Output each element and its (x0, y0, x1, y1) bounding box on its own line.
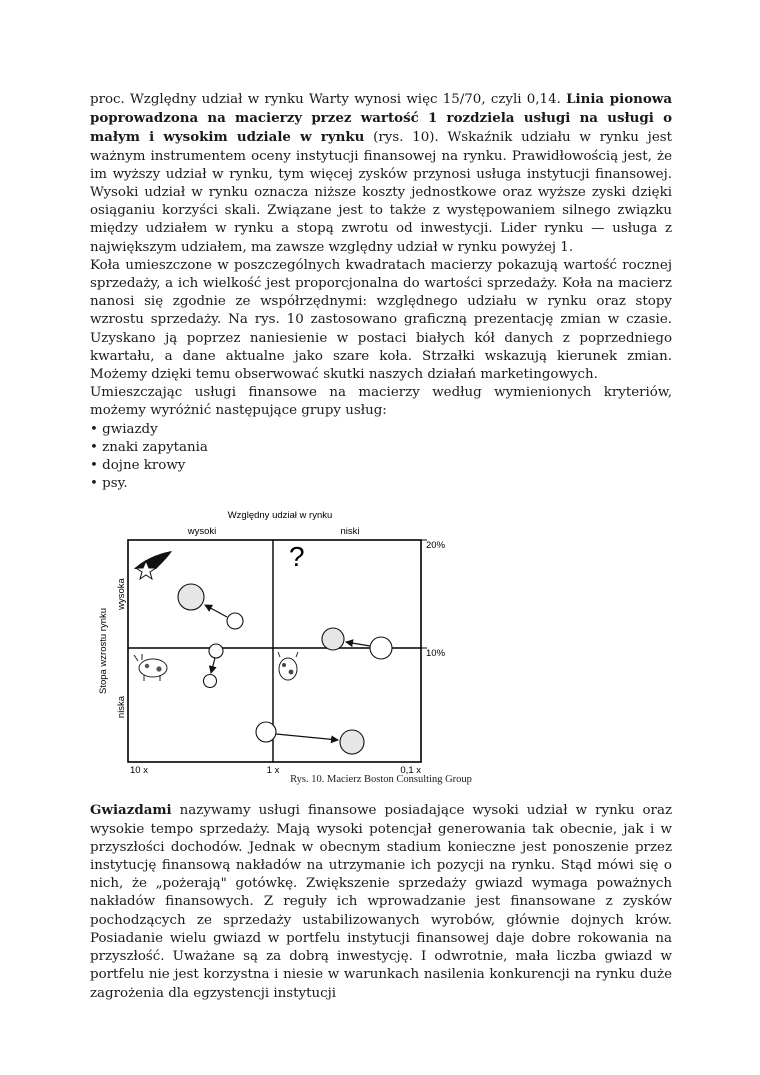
current-position-circle (322, 628, 344, 650)
question-mark-icon: ? (289, 541, 305, 573)
list-item: • znaki zapytania (90, 439, 672, 457)
matrix-circles-paragraph: Koła umieszczone w poszczególnych kwadratach macierzy pokazują wartość rocznej sprzedaży, a ich wielkość jest proporcjonalna do wartości sprzedaży. Koła na macierz nanosi się zgodnie ze współrzędnymi: względnego udziału w rynku oraz stopy wzrostu sprzedaży. Na rys. 10 zastosowano graficzną prezentację zmian w czasie. Uzyskano ją poprzez naniesienie w postaci białych kół danych z poprzedniego kwartału, a dane aktualne jako szare koła. Strzałki wskazują kierunek zmian. Możemy dzięki temu obserwować skutki naszych działań marketingowych. (90, 257, 672, 383)
high-growth-label: wysoka (116, 578, 127, 611)
figure-caption: Rys. 10. Macierz Boston Consulting Group (290, 774, 472, 786)
x-tick-10x: 10 x (130, 765, 148, 777)
cow-icon (134, 654, 167, 681)
change-arrow (205, 605, 227, 617)
list-item: • psy. (90, 475, 672, 493)
list-item: • gwiazdy (90, 421, 672, 439)
current-position-circle (340, 730, 364, 754)
intro-paragraph (90, 90, 672, 257)
low-share-label: niski (340, 526, 360, 538)
stars-term: Gwiazdami (90, 802, 172, 819)
stars-description: nazywamy usługi finansowe posiadające wysoki udział w rynku oraz wysokie tempo sprzedaży. Mają wysoki potencjał generowania tak obecnie, jak i w przyszłości dochodów. Jednak w obecnym stadium konieczne jest ponoszenie przez instytucję finansową nakładów na utrzymanie ich pozycji na rynku. Stąd mówi się o nich, że „pożerają" gotówkę. Zwiększenie sprzedaży gwiazd wymaga poważnych nakładów finansowych. Z reguły ich wprowadzanie jest finansowane z zysków pochodzących ze sprzedaży ustabilizowanych wyrobów, głównie dojnych krów. Posiadanie wielu gwiazd w portfelu instytucji finansowej daje dobre rokowania na przyszłość. Uważane są za dobrą inwestycję. I odwrotnie, mała liczba gwiazd w portfelu nie jest korzystna i niesie w warunkach nasilenia konkurencji na rynku duże zagrożenia dla egzystencji instytucji (90, 803, 672, 1001)
x-tick-01x: 0,1 x (400, 765, 421, 777)
document-page (90, 90, 672, 1003)
previous-position-circle (209, 644, 223, 658)
intro-text-rest: (rys. 10). Wskaźnik udziału w rynku jest ważnym instrumentem oceny instytucji finansowej na rynku. Prawidłowością jest, że im wyższy udział w rynku, tym więcej zysków przynosi usługa instytucji finansowej. Wysoki udział w rynku oznacza niższe koszty jednostkowe oraz wyższe zyski dzięki osiąganiu korzyści skali. Związane jest to także z występowaniem silnego związku między udziałem w rynku a stopą zwrotu od inwestycji. Lider rynku — usługa z największym udziałem, ma zawsze względny udział w rynku powyżej 1. (90, 130, 672, 255)
change-arrow (276, 734, 338, 740)
previous-position-circle (227, 613, 243, 629)
star-icon (134, 551, 172, 579)
bcg-matrix-figure (90, 497, 672, 795)
high-share-label: wysoki (187, 526, 217, 538)
dog-icon (278, 652, 298, 680)
stars-paragraph (90, 801, 672, 1002)
current-position-circle (178, 584, 204, 610)
previous-position-circle (256, 722, 276, 742)
change-arrow (346, 642, 370, 646)
growth-axis-title: Stopa wzrostu rynku (98, 608, 109, 695)
y-tick-20: 20% (426, 540, 446, 552)
groups-intro-paragraph: Umieszczając usługi finansowe na macierzy według wymienionych kryteriów, możemy wyróżnić następujące grupy usług: (90, 385, 672, 419)
bcg-matrix-diagram (90, 497, 672, 795)
intro-bold-statement: Linia pionowa poprowadzona na macierzy przez wartość 1 rozdziela usługi na usługi o małym i wysokim udziale w rynku (90, 91, 672, 146)
low-growth-label: niska (116, 696, 127, 719)
list-item: • dojne krowy (90, 457, 672, 475)
y-tick-10: 10% (426, 648, 446, 660)
groups-list (90, 421, 672, 494)
x-tick-1x: 1 x (266, 765, 280, 777)
change-arrow (211, 658, 215, 673)
relative-share-title: Względny udział w rynku (227, 510, 333, 522)
previous-position-circle (370, 637, 392, 659)
current-position-circle (204, 675, 217, 688)
intro-text-start: proc. Względny udział w rynku Warty wynosi więc 15/70, czyli 0,14. (90, 92, 567, 107)
